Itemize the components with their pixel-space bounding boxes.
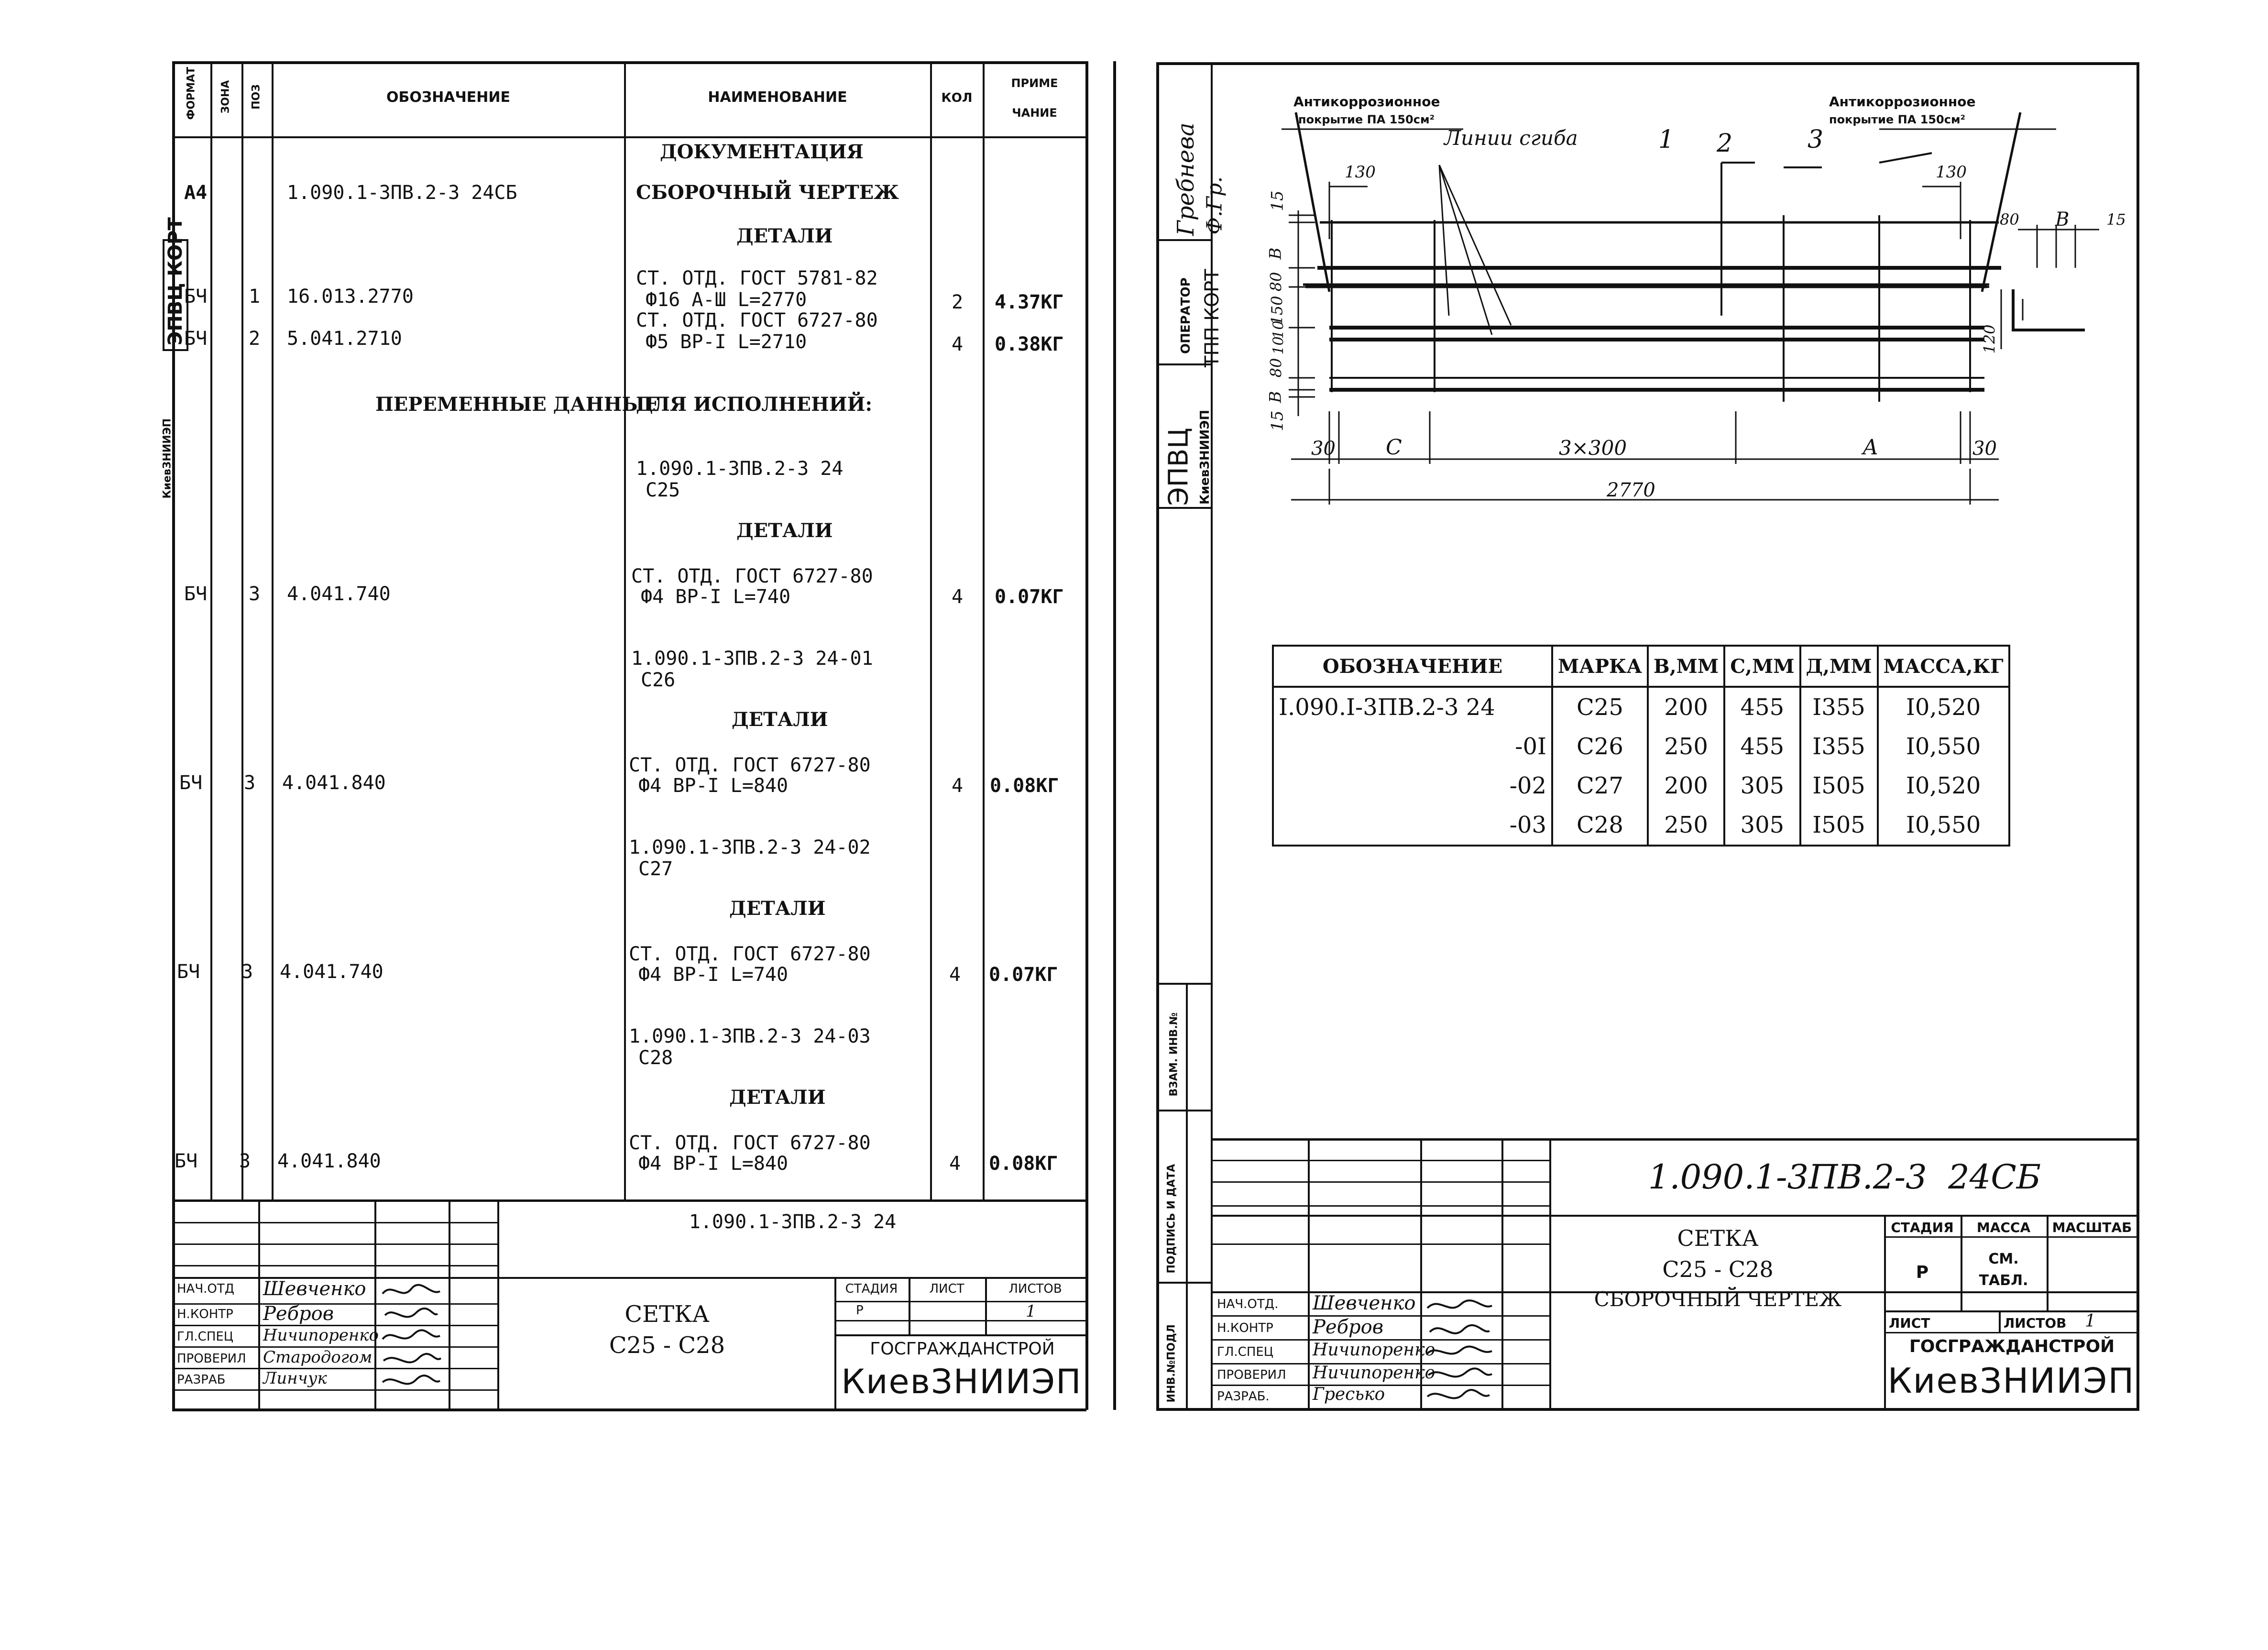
dim-10a: 10 <box>1270 320 1287 339</box>
note-coating-left: Антикоррозионное <box>1293 94 1440 110</box>
row-format: БЧ <box>179 772 203 794</box>
stage-label: СТАДИЯ <box>1891 1220 1954 1235</box>
note-coating-right-2: покрытие ПА 150см² <box>1829 113 1966 126</box>
row-note: 0.38КГ <box>995 333 1064 355</box>
table-header: Д,ММ <box>1800 646 1878 687</box>
sheet-label: ЛИСТ <box>1889 1315 1930 1331</box>
signer-role: НАЧ.ОТД <box>177 1282 235 1296</box>
signer-name: Шевченко <box>263 1278 366 1300</box>
note-coating-right: Антикоррозионное <box>1829 94 1976 110</box>
title-line2: С25 - С28 <box>1662 1256 1774 1282</box>
dim-15-bottom: 15 <box>1268 410 1287 431</box>
table-cell: I0,520 <box>1878 687 2009 727</box>
signer-role: РАЗРАБ. <box>1217 1389 1270 1404</box>
row-format: БЧ <box>184 328 208 350</box>
dim-3x300: 3×300 <box>1559 436 1627 460</box>
row-name: СТ. ОТД. ГОСТ 6727-80 <box>631 565 873 587</box>
row-format: БЧ <box>184 286 208 308</box>
row-details-heading: ДЕТАЛИ <box>729 897 826 920</box>
row-name: СБОРОЧНЫЙ ЧЕРТЕЖ <box>636 181 899 204</box>
sheets-value: 1 <box>2085 1311 2096 1331</box>
signer-name: Линчук <box>263 1369 327 1388</box>
sheet-label: ЛИСТ <box>929 1282 964 1296</box>
dim-80: 80 <box>1267 272 1285 292</box>
doc-code: 1.090.1-3ПВ.2-3 24 <box>689 1211 897 1233</box>
dim-130-right: 130 <box>1936 163 1967 182</box>
signer-name: Ничипоренко <box>1313 1363 1435 1383</box>
row-name-detail: Ф5 ВР-I L=2710 <box>646 331 807 353</box>
signer-role: ПРОВЕРИЛ <box>1217 1368 1286 1382</box>
row-name: СТ. ОТД. ГОСТ 6727-80 <box>629 1132 871 1154</box>
row-name: СТ. ОТД. ГОСТ 6727-80 <box>629 754 871 776</box>
margin-label-epvc: ЭПВЦ КОРТ <box>163 239 188 351</box>
header-note-top: ПРИМЕ <box>1011 77 1058 90</box>
sheets-value: 1 <box>1026 1302 1036 1321</box>
row-name-detail: Ф4 ВР-I L=740 <box>641 586 791 608</box>
section-dim-120: 120 <box>1980 324 1999 354</box>
table-cell: 305 <box>1724 766 1800 805</box>
header-zone: ЗОНА <box>219 80 232 114</box>
row-qty: 4 <box>949 964 961 986</box>
table-cell: I0,520 <box>1878 766 2009 805</box>
dim-130-left: 130 <box>1345 163 1376 182</box>
table-cell: С28 <box>1552 805 1648 846</box>
table-cell: -03 <box>1273 805 1552 846</box>
row-pos: 3 <box>239 1150 251 1172</box>
table-cell: I.090.I-3ПВ.2-3 24 <box>1273 687 1552 727</box>
row-name: СТ. ОТД. ГОСТ 6727-80 <box>636 309 878 331</box>
header-format: ФОРМАТ <box>185 66 197 120</box>
dim-30-right: 30 <box>1972 438 1997 460</box>
table-header: МАССА,КГ <box>1878 646 2009 687</box>
margin-inv-original: ИНВ.№ПОДЛ <box>1165 1324 1178 1403</box>
dim-15-top: 15 <box>1268 190 1287 211</box>
margin-kiev: КиевЗНИИЭП <box>1198 409 1212 505</box>
signer-name: Ребров <box>1313 1316 1383 1338</box>
dim-c: С <box>1386 435 1402 460</box>
dim-150: 150 <box>1268 296 1286 325</box>
table-cell: 200 <box>1648 687 1724 727</box>
signer-name: Стародогом <box>263 1348 373 1367</box>
row-designation: 5.041.2710 <box>287 328 402 350</box>
row-designation: 1.090.1-3ПВ.2-3 24СБ <box>287 182 517 204</box>
signer-role: РАЗРАБ <box>177 1373 226 1387</box>
callout-1: 1 <box>1658 125 1675 154</box>
row-documentation: ДОКУМЕНТАЦИЯ <box>660 141 864 163</box>
table-cell: 250 <box>1648 805 1724 846</box>
table-cell: С26 <box>1552 727 1648 766</box>
table-cell: 250 <box>1648 727 1724 766</box>
row-designation: 4.041.740 <box>287 583 391 605</box>
section-dim-15: 15 <box>2106 210 2126 229</box>
header-qty: КОЛ <box>941 91 973 105</box>
table-cell: -02 <box>1273 766 1552 805</box>
signature-scribbles <box>1423 1294 1499 1408</box>
table-cell: I0,550 <box>1878 727 2009 766</box>
row-version-mark: С28 <box>638 1047 673 1069</box>
table-row <box>1273 766 2009 805</box>
table-header: ОБОЗНАЧЕНИЕ <box>1273 646 1552 687</box>
row-details-heading: ДЕТАЛИ <box>732 708 828 731</box>
dim-b-left: В <box>1266 247 1285 260</box>
dim-b-bottom: В <box>1266 391 1285 403</box>
table-header: С,ММ <box>1724 646 1800 687</box>
signer-role: Н.КОНТР <box>177 1307 233 1321</box>
table-header: В,ММ <box>1648 646 1724 687</box>
section-dim-80: 80 <box>2000 210 2019 229</box>
row-details-heading: ДЕТАЛИ <box>736 519 833 542</box>
dim-30-left: 30 <box>1311 438 1336 460</box>
org-top: ГОСГРАЖДАНСТРОЙ <box>1909 1337 2115 1356</box>
dim-2770: 2770 <box>1607 479 1655 501</box>
scale-label: МАСШТАБ <box>2052 1220 2132 1235</box>
title-line3: СБОРОЧНЫЙ ЧЕРТЕЖ <box>1594 1287 1842 1311</box>
header-designation: ОБОЗНАЧЕНИЕ <box>386 89 510 106</box>
stage-label: СТАДИЯ <box>845 1282 898 1296</box>
table-cell: -0I <box>1273 727 1552 766</box>
mesh-drawing <box>1243 86 2133 517</box>
signer-name: Шевченко <box>1313 1292 1416 1314</box>
org-name: КиевЗНИИЭП <box>841 1362 1082 1401</box>
row-pos: 3 <box>244 772 256 794</box>
table-cell: I505 <box>1800 766 1878 805</box>
header-pos: ПОЗ <box>250 84 263 110</box>
row-note: 0.08КГ <box>990 775 1059 797</box>
row-format: БЧ <box>175 1150 198 1172</box>
signer-name: Ничипоренко <box>1313 1340 1435 1360</box>
org-top: ГОСГРАЖДАНСТРОЙ <box>870 1339 1055 1359</box>
row-qty: 2 <box>952 291 964 313</box>
table-cell: 305 <box>1724 805 1800 846</box>
row-name-detail: Ф4 ВР-I L=740 <box>638 964 789 986</box>
row-details-heading: ДЕТАЛИ <box>736 225 833 247</box>
row-version-code: 1.090.1-3ПВ.2-3 24-02 <box>629 836 871 858</box>
row-version-code: 1.090.1-3ПВ.2-3 24-01 <box>631 648 873 670</box>
row-name-detail: Ф4 ВР-I L=840 <box>638 1153 789 1175</box>
signature-scribbles <box>378 1279 447 1408</box>
margin-inv-replace: ВЗАМ. ИНВ.№ <box>1168 1012 1180 1097</box>
table-cell: 455 <box>1724 727 1800 766</box>
table-header-row <box>1273 646 2009 687</box>
margin-tpp-kort: ТПП КОРТ <box>1201 269 1223 367</box>
row-name: СТ. ОТД. ГОСТ 5781-82 <box>636 267 878 289</box>
marks-table <box>1272 645 2010 847</box>
dim-a: А <box>1863 435 1879 460</box>
row-qty: 4 <box>952 586 964 608</box>
row-note: 4.37КГ <box>995 291 1064 313</box>
row-designation: 4.041.740 <box>280 961 383 983</box>
table-row <box>1273 727 2009 766</box>
margin-signature-date: ПОДПИСЬ И ДАТА <box>1165 1164 1178 1274</box>
row-format: А4 <box>184 182 208 204</box>
row-format: БЧ <box>177 961 200 983</box>
table-row <box>1273 687 2009 727</box>
row-version-mark: С25 <box>646 479 680 501</box>
row-designation: 4.041.840 <box>282 772 386 794</box>
stage-value: Р <box>1916 1263 1929 1282</box>
row-name: СТ. ОТД. ГОСТ 6727-80 <box>629 943 871 965</box>
title-line1: СЕТКА <box>625 1301 710 1328</box>
row-pos: 1 <box>249 286 261 308</box>
note-coating-left-2: покрытие ПА 150см² <box>1298 113 1435 126</box>
margin-name-grebneva: Гребнева <box>1172 122 1199 236</box>
row-version-code: 1.090.1-3ПВ.2-3 24-03 <box>629 1025 871 1047</box>
mass-value-2: ТАБЛ. <box>1979 1272 2028 1289</box>
row-format: БЧ <box>184 583 208 605</box>
header-note-bottom: ЧАНИЕ <box>1012 106 1057 120</box>
dim-80b: 80 <box>1267 358 1285 378</box>
margin-epvc: ЭПВЦ <box>1163 428 1194 506</box>
title-line2: С25 - С28 <box>609 1332 725 1359</box>
title-line1: СЕТКА <box>1677 1225 1759 1251</box>
row-version-code: 1.090.1-3ПВ.2-3 24 <box>636 458 844 480</box>
stage-value: Р <box>856 1303 864 1318</box>
header-name: НАИМЕНОВАНИЕ <box>708 89 847 106</box>
sheets-label: ЛИСТОВ <box>1008 1282 1062 1296</box>
margin-label-kiev: КиевЗНИИЭП <box>161 418 174 499</box>
section-dim-b: В <box>2055 209 2070 231</box>
row-name-detail: Ф16 А-Ш L=2770 <box>646 289 807 311</box>
row-pos: 3 <box>249 583 261 605</box>
callout-3: 3 <box>1808 125 1824 154</box>
row-pos: 3 <box>241 961 253 983</box>
signer-name: Гресько <box>1313 1385 1385 1404</box>
signer-name: Ничипоренко <box>263 1326 379 1345</box>
table-cell: 455 <box>1724 687 1800 727</box>
row-designation: 16.013.2770 <box>287 286 414 308</box>
table-cell: С27 <box>1552 766 1648 805</box>
row-note: 0.07КГ <box>995 586 1064 608</box>
row-version-mark: С26 <box>641 669 676 691</box>
table-cell: I355 <box>1800 727 1878 766</box>
table-cell: I505 <box>1800 805 1878 846</box>
doc-code: 1.090.1-3ПВ.2-3 24СБ <box>1648 1157 2041 1197</box>
row-qty: 4 <box>952 333 964 355</box>
row-pos: 2 <box>249 328 261 350</box>
row-details-heading: ДЕТАЛИ <box>729 1086 826 1109</box>
table-cell: I0,550 <box>1878 805 2009 846</box>
signer-role: ГЛ.СПЕЦ <box>1217 1345 1273 1359</box>
margin-signature: Ф.Гр. <box>1202 176 1227 235</box>
row-note: 0.07КГ <box>989 964 1058 986</box>
row-name-detail: Ф4 ВР-I L=840 <box>638 775 789 797</box>
mass-value-1: СМ. <box>1988 1251 2019 1267</box>
table-row <box>1273 805 2009 846</box>
row-version-mark: С27 <box>638 858 673 880</box>
mass-label: МАССА <box>1976 1220 2031 1235</box>
signer-role: ГЛ.СПЕЦ <box>177 1330 233 1344</box>
sheets-label: ЛИСТОВ <box>2004 1315 2067 1331</box>
margin-operator: ОПЕРАТОР <box>1179 277 1193 354</box>
signer-role: ПРОВЕРИЛ <box>177 1352 246 1366</box>
dim-10b: 10 <box>1270 336 1287 355</box>
signer-role: НАЧ.ОТД. <box>1217 1297 1279 1311</box>
table-header: МАРКА <box>1552 646 1648 687</box>
row-variable-data: ПЕРЕМЕННЫЕ ДАННЫЕ <box>375 393 659 416</box>
row-for-versions: ДЛЯ ИСПОЛНЕНИЙ: <box>636 393 873 416</box>
row-qty: 4 <box>949 1153 961 1175</box>
row-designation: 4.041.840 <box>277 1150 381 1172</box>
org-name: КиевЗНИИЭП <box>1887 1361 2135 1401</box>
callout-2: 2 <box>1717 129 1733 158</box>
table-cell: 200 <box>1648 766 1724 805</box>
row-note: 0.08КГ <box>989 1153 1058 1175</box>
table-cell: С25 <box>1552 687 1648 727</box>
signer-role: Н.КОНТР <box>1217 1321 1273 1335</box>
row-qty: 4 <box>952 775 964 797</box>
note-bend-lines: Линии сгиба <box>1444 126 1578 150</box>
table-cell: I355 <box>1800 687 1878 727</box>
signer-name: Ребров <box>263 1303 334 1325</box>
